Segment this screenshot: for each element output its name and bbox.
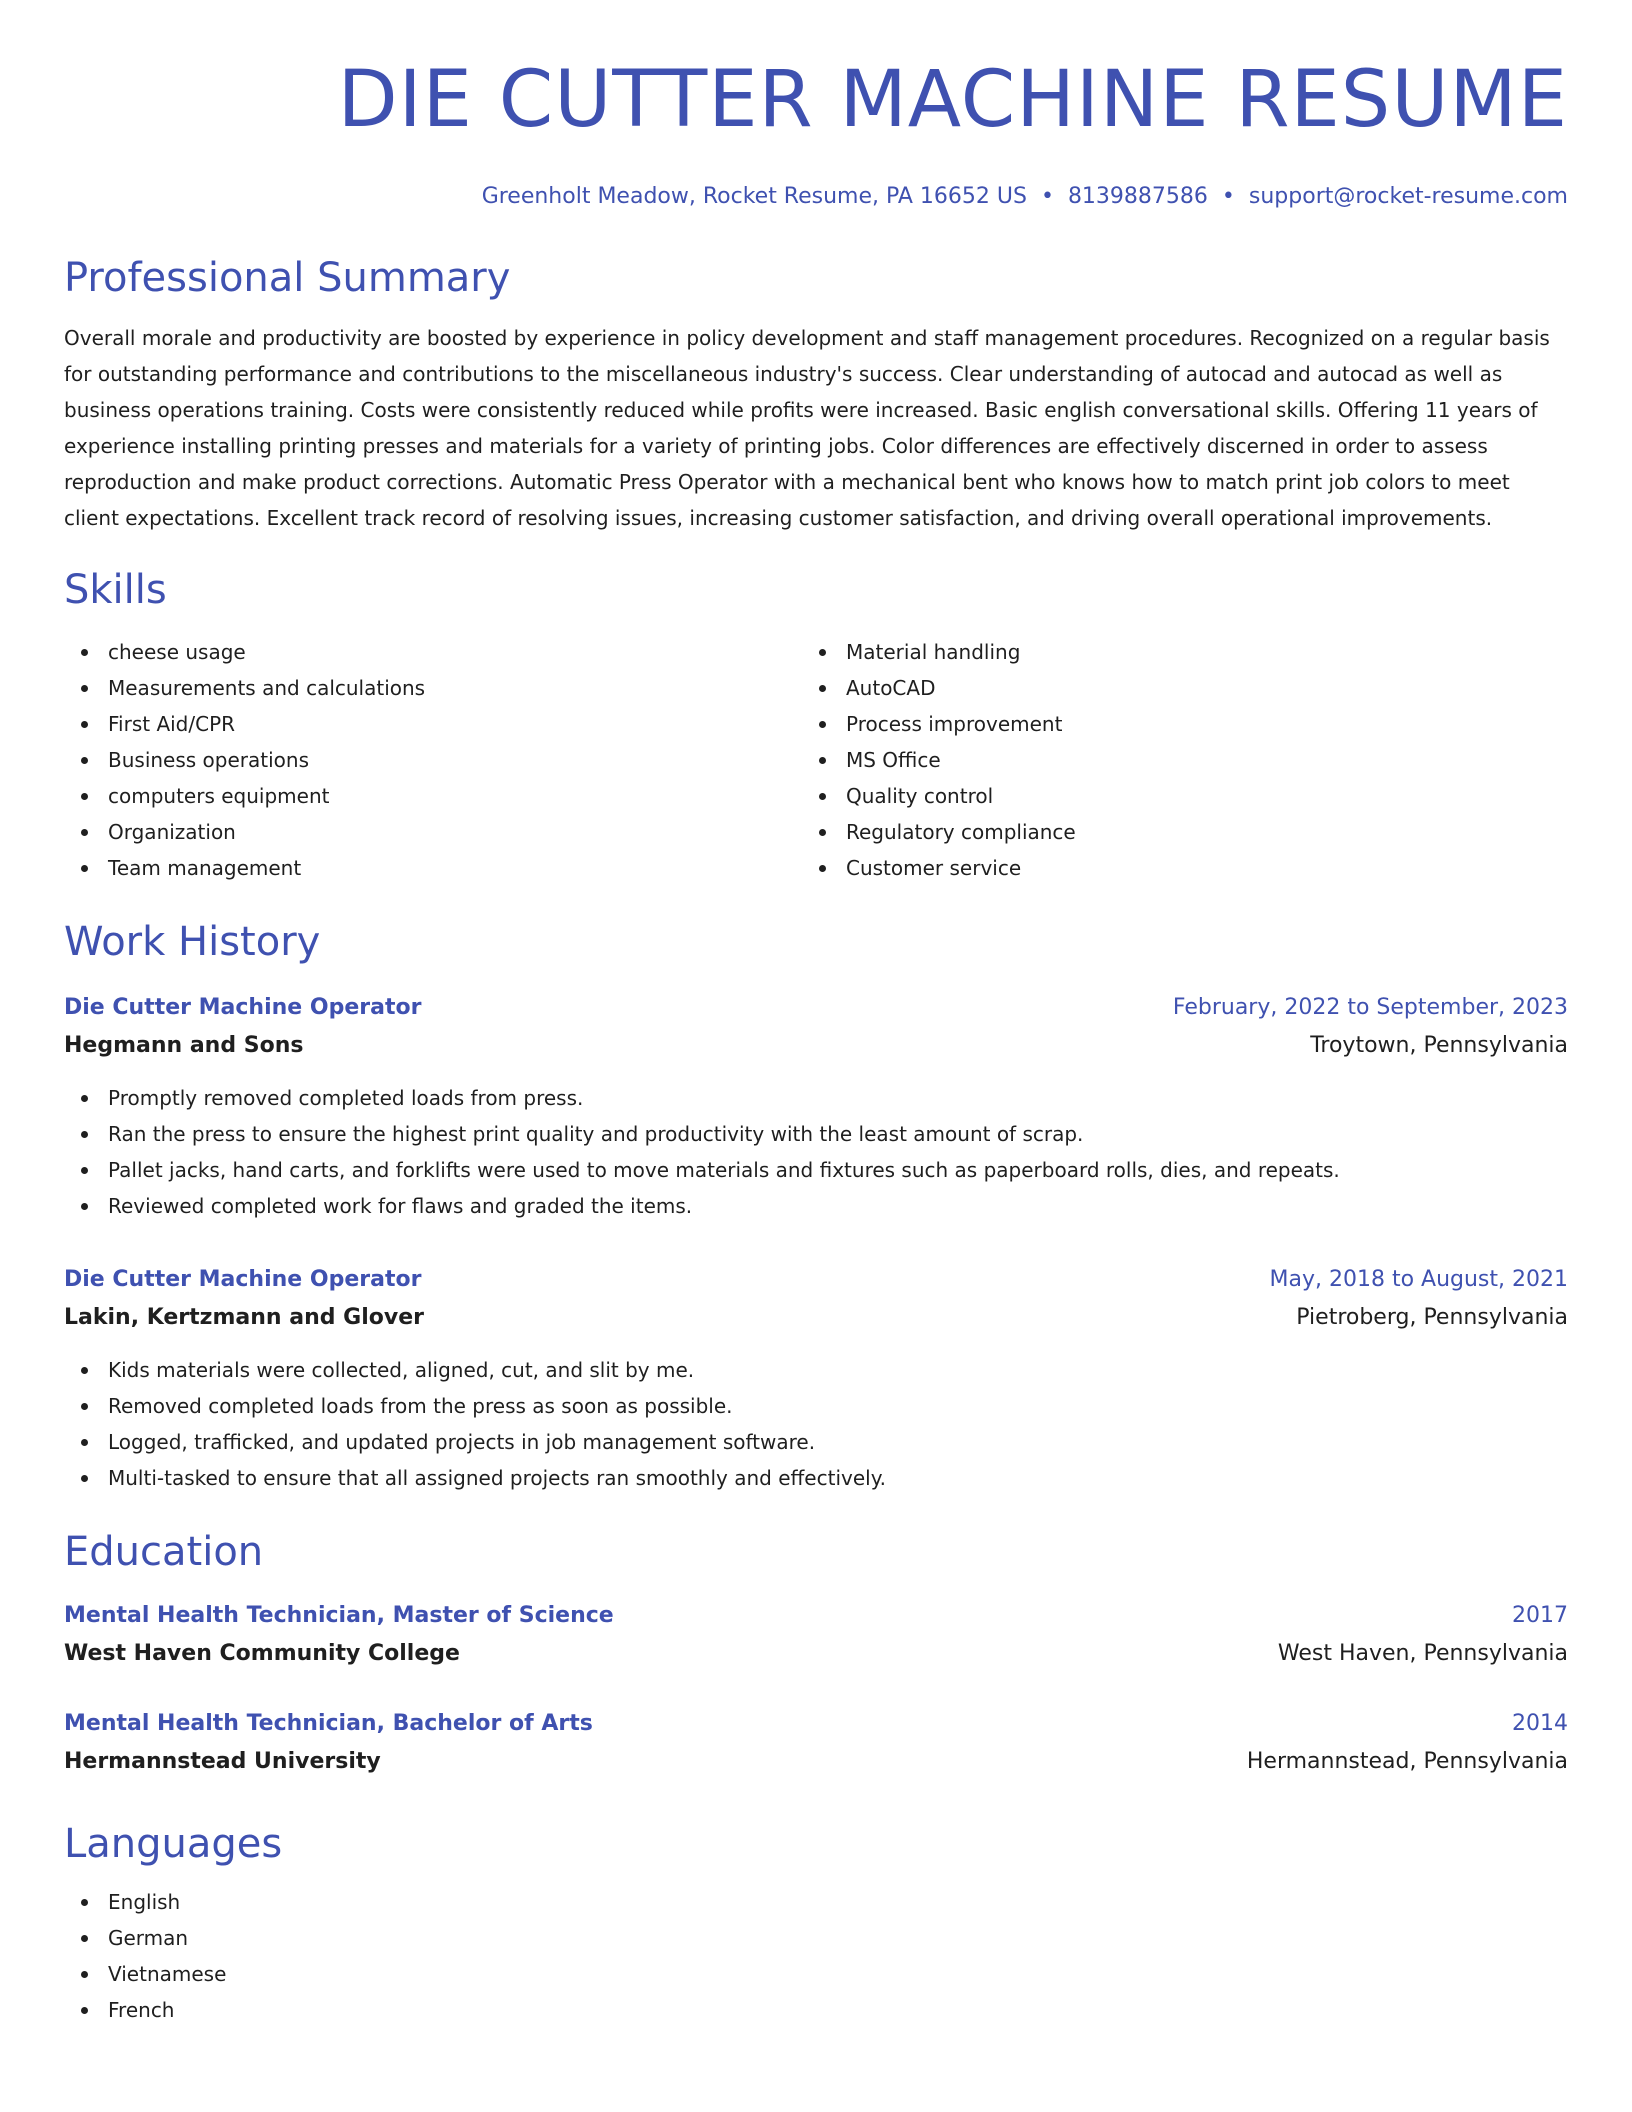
job-title-row bbox=[64, 1262, 1568, 1298]
education-heading: Education bbox=[64, 1529, 264, 1575]
skill-item: computers equipment bbox=[64, 778, 802, 814]
job-bullet: Multi-tasked to ensure that all assigned projects ran smoothly and effectively. bbox=[64, 1460, 1568, 1496]
education-location: Hermannstead, Pennsylvania bbox=[1246, 1749, 1568, 1774]
job-location: Troytown, Pennsylvania bbox=[1310, 1033, 1568, 1058]
skills-list bbox=[64, 634, 1568, 886]
resume-header bbox=[64, 52, 1568, 212]
skill-item: AutoCAD bbox=[802, 670, 1540, 706]
contact-phone: 8139887586 bbox=[1067, 184, 1208, 209]
skill-item: Material handling bbox=[802, 634, 1540, 670]
education-degree-row bbox=[64, 1598, 1568, 1634]
skill-item: Quality control bbox=[802, 778, 1540, 814]
summary-heading: Professional Summary bbox=[64, 255, 511, 301]
skill-item: Team management bbox=[64, 850, 802, 886]
job-company: Lakin, Kertzmann and Glover bbox=[64, 1305, 424, 1330]
contact-address: Greenholt Meadow, Rocket Resume, PA 16652 US bbox=[481, 184, 1027, 209]
skill-item: Regulatory compliance bbox=[802, 814, 1540, 850]
work-history-heading: Work History bbox=[64, 919, 321, 965]
education-school-row bbox=[64, 1634, 1568, 1674]
skill-item: Customer service bbox=[802, 850, 1540, 886]
skill-item: First Aid/CPR bbox=[64, 706, 802, 742]
education-entry bbox=[64, 1598, 1568, 1674]
job-entry bbox=[64, 990, 1568, 1224]
education-degree-row bbox=[64, 1706, 1568, 1742]
languages-list bbox=[64, 1884, 1568, 2028]
job-company-row bbox=[64, 1298, 1568, 1338]
language-item: Vietnamese bbox=[64, 1956, 1568, 1992]
job-company: Hegmann and Sons bbox=[64, 1033, 304, 1058]
job-bullet: Promptly removed completed loads from press. bbox=[64, 1080, 1568, 1116]
skill-item: Process improvement bbox=[802, 706, 1540, 742]
contact-email[interactable]: support@rocket-resume.com bbox=[1248, 184, 1568, 209]
education-location: West Haven, Pennsylvania bbox=[1277, 1641, 1568, 1666]
job-role: Die Cutter Machine Operator bbox=[64, 995, 422, 1020]
language-item: English bbox=[64, 1884, 1568, 1920]
job-bullet: Logged, trafficked, and updated projects in job management software. bbox=[64, 1424, 1568, 1460]
job-bullet: Removed completed loads from the press as soon as possible. bbox=[64, 1388, 1568, 1424]
contact-separator: • bbox=[1040, 184, 1054, 209]
job-entry bbox=[64, 1262, 1568, 1496]
job-dates: May, 2018 to August, 2021 bbox=[1269, 1267, 1568, 1292]
education-degree: Mental Health Technician, Bachelor of Arts bbox=[64, 1711, 593, 1736]
contact-line bbox=[64, 182, 1568, 212]
job-location: Pietroberg, Pennsylvania bbox=[1296, 1305, 1568, 1330]
education-school-row bbox=[64, 1742, 1568, 1782]
skill-item: Measurements and calculations bbox=[64, 670, 802, 706]
job-bullet: Ran the press to ensure the highest print quality and productivity with the least amount of scrap. bbox=[64, 1116, 1568, 1152]
skill-item: cheese usage bbox=[64, 634, 802, 670]
job-bullet: Kids materials were collected, aligned, cut, and slit by me. bbox=[64, 1352, 1568, 1388]
job-company-row bbox=[64, 1026, 1568, 1066]
education-entry bbox=[64, 1706, 1568, 1782]
job-title-row bbox=[64, 990, 1568, 1026]
candidate-name: DIE CUTTER MACHINE RESUME bbox=[337, 55, 1568, 145]
job-bullets bbox=[64, 1352, 1568, 1496]
job-dates: February, 2022 to September, 2023 bbox=[1172, 995, 1568, 1020]
job-role: Die Cutter Machine Operator bbox=[64, 1267, 422, 1292]
education-degree: Mental Health Technician, Master of Science bbox=[64, 1603, 614, 1628]
languages-heading: Languages bbox=[64, 1821, 283, 1867]
skills-heading: Skills bbox=[64, 567, 167, 613]
education-school: West Haven Community College bbox=[64, 1641, 460, 1666]
skill-item: Business operations bbox=[64, 742, 802, 778]
language-item: German bbox=[64, 1920, 1568, 1956]
education-year: 2017 bbox=[1512, 1603, 1568, 1628]
job-bullet: Reviewed completed work for flaws and graded the items. bbox=[64, 1188, 1568, 1224]
skills-column-left bbox=[64, 634, 802, 886]
education-year: 2014 bbox=[1512, 1711, 1568, 1736]
skill-item: Organization bbox=[64, 814, 802, 850]
job-bullets bbox=[64, 1080, 1568, 1224]
job-bullet: Pallet jacks, hand carts, and forklifts were used to move materials and fixtures such as paperboard rolls, dies, and repeats. bbox=[64, 1152, 1568, 1188]
skill-item: MS Office bbox=[802, 742, 1540, 778]
language-item: French bbox=[64, 1992, 1568, 2028]
education-school: Hermannstead University bbox=[64, 1749, 381, 1774]
contact-separator: • bbox=[1221, 184, 1235, 209]
skills-column-right bbox=[802, 634, 1540, 886]
summary-text: Overall morale and productivity are boosted by experience in policy development and staff management procedures. Recognized on a regular basis for outstanding performance and contributions to the miscellaneous industry's success. Clear understanding of autocad and autocad as well as business operations training. Costs were consistently reduced while profits were increased. Basic english conversational skills. Offering 11 years of experience installing printing presses and materials for a variety of printing jobs. Color differences are effectively discerned in order to assess reproduction and make product corrections. Automatic Press Operator with a mechanical bent who knows how to match print job colors to meet client expectations. Excellent track record of resolving issues, increasing customer satisfaction, and driving overall operational improvements. bbox=[64, 326, 1550, 530]
